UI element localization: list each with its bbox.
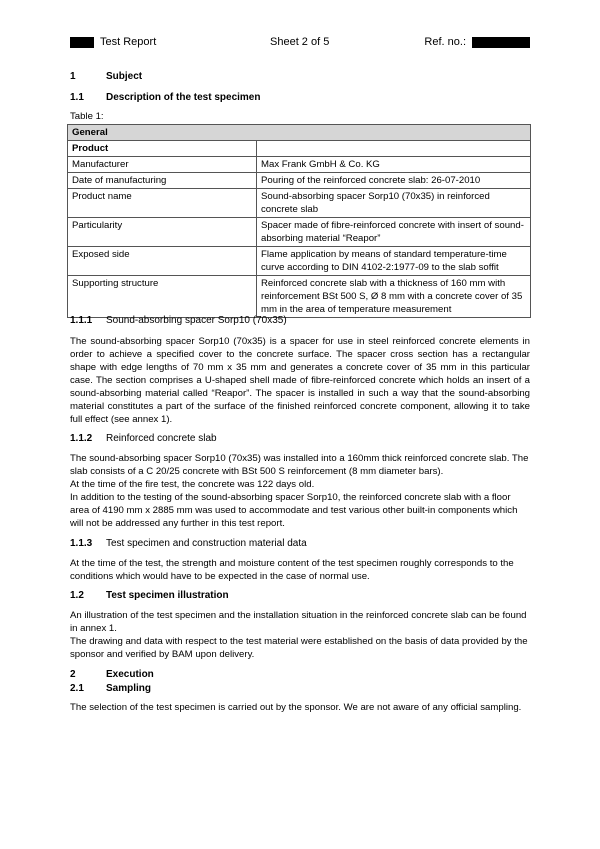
specimen-table	[67, 124, 531, 318]
table-key: Product name	[68, 189, 257, 218]
paragraph: An illustration of the test specimen and the installation situation in the reinforced concrete slab can be found in annex 1.	[70, 610, 527, 634]
table-subheader-label: Product	[68, 141, 257, 157]
section-heading	[70, 538, 530, 549]
section-title: Execution	[106, 669, 154, 680]
sheet-number: Sheet 2 of 5	[270, 36, 330, 48]
table-group-label: General	[68, 125, 531, 141]
section-heading	[70, 590, 530, 601]
section-title: Reinforced concrete slab	[106, 433, 217, 444]
table-value: Max Frank GmbH & Co. KG	[257, 157, 531, 173]
table-value: Flame application by means of standard temperature-time curve according to DIN 4102-2:1977-09 to the slab soffit	[257, 247, 531, 276]
section-number: 2.1	[70, 683, 84, 694]
table-group-header	[68, 125, 531, 141]
table-value: Sound-absorbing spacer Sorp10 (70x35) in reinforced concrete slab	[257, 189, 531, 218]
section-title: Subject	[106, 71, 143, 82]
table-row	[68, 276, 531, 318]
paragraph: The sound-absorbing spacer Sorp10 (70x35) is a spacer for use in steel reinforced concrete elements in order to achieve a specified cover to the concrete surface. The spacer cross section has a rectangular shape with edge lengths of 70 mm x 35 mm and generates a concrete cover of 35 mm in this particular case. The section comprises a U-shaped shell made of fibre-reinforced concrete which holds an insert of a sound-absorbing material called “Reapor”. The spacer is installed in such a way that the sound-absorbing material constitutes a part of the surface of the finished reinforced concrete component, allowing it to take full effect (see annex 1).	[70, 336, 530, 425]
table-caption: Table 1:	[70, 111, 104, 122]
table-key: Supporting structure	[68, 276, 257, 318]
table-value: Reinforced concrete slab with a thickness of 160 mm with reinforcement BSt 500 S, Ø 8 mm with a concrete cover of 35 mm in the area of temperature measurement	[257, 276, 531, 318]
section-heading	[70, 92, 530, 103]
header-left	[70, 36, 156, 48]
table-value: Pouring of the reinforced concrete slab: 26-07-2010	[257, 173, 531, 189]
paragraph: At the time of the test, the strength and moisture content of the test specimen roughly corresponds to the conditions which would have to be expected in the case of normal use.	[70, 558, 514, 582]
header-right	[424, 36, 530, 48]
section-heading	[70, 433, 530, 444]
ref-label: Ref. no.:	[424, 36, 466, 48]
redaction-block	[472, 37, 530, 48]
table-row	[68, 173, 531, 189]
redaction-block	[70, 37, 94, 48]
section-number: 2	[70, 669, 76, 680]
table-key: Date of manufacturing	[68, 173, 257, 189]
section-title: Test specimen and construction material data	[106, 538, 307, 549]
section-number: 1.1.1	[70, 315, 93, 326]
section-title: Test specimen illustration	[106, 590, 229, 601]
paragraph: The sound-absorbing spacer Sorp10 (70x35) was installed into a 160mm thick reinforced concrete slab. The slab consists of a C 20/25 concrete with BSt 500 S reinforcement (8 mm diameter bars).	[70, 453, 529, 477]
table-cell	[257, 141, 531, 157]
section-title: Sound-absorbing spacer Sorp10 (70x35)	[106, 315, 287, 326]
table-key: Exposed side	[68, 247, 257, 276]
paragraph: In addition to the testing of the sound-absorbing spacer Sorp10, the reinforced concrete slab with a floor area of 4190 mm x 2885 mm was used to accommodate and test various other built-in components which will not be addressed any further in this test report.	[70, 492, 518, 529]
table-key: Particularity	[68, 218, 257, 247]
table-value: Spacer made of fibre-reinforced concrete with insert of sound-absorbing material “Reapor”	[257, 218, 531, 247]
table-row	[68, 189, 531, 218]
section-heading	[70, 315, 530, 326]
section-heading	[70, 669, 530, 680]
section-heading	[70, 683, 530, 694]
section-heading	[70, 71, 530, 82]
section-number: 1.1.3	[70, 538, 93, 549]
section-title: Description of the test specimen	[106, 92, 261, 103]
header-title: Test Report	[100, 36, 157, 48]
section-number: 1.1	[70, 92, 84, 103]
table-row	[68, 218, 531, 247]
section-title: Sampling	[106, 683, 152, 694]
table-key: Manufacturer	[68, 157, 257, 173]
section-number: 1.2	[70, 590, 84, 601]
paragraph: The selection of the test specimen is carried out by the sponsor. We are not aware of any official sampling.	[70, 702, 522, 713]
paragraph: At the time of the fire test, the concrete was 122 days old.	[70, 479, 315, 490]
section-number: 1	[70, 71, 76, 82]
paragraph: The drawing and data with respect to the test material were established on the basis of data provided by the sponsor and verified by BAM upon delivery.	[70, 636, 528, 660]
table-subheader	[68, 141, 531, 157]
table-row	[68, 247, 531, 276]
section-number: 1.1.2	[70, 433, 93, 444]
page-header	[70, 36, 530, 50]
table-row	[68, 157, 531, 173]
